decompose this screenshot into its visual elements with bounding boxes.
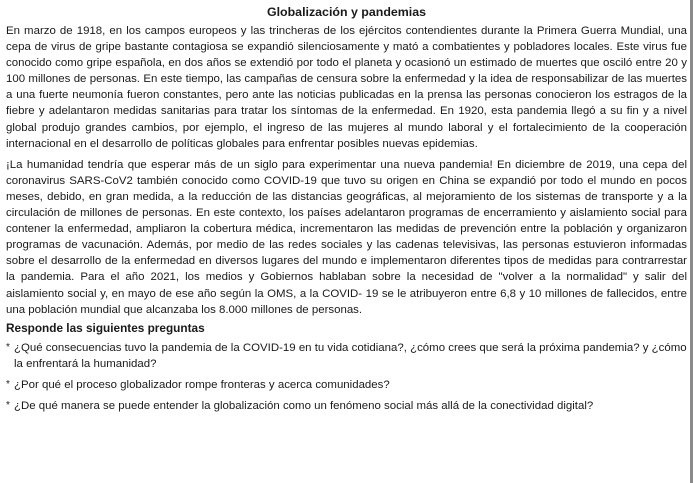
bullet-icon: *: [6, 378, 10, 390]
question-item: [6, 398, 687, 414]
question-item: [6, 377, 687, 393]
question-text: ¿Qué consecuencias tuvo la pandemia de la COVID-19 en tu vida cotidiana?, ¿cómo crees que será la próxima pandemia? y ¿cómo la enfrentará la humanidad?: [14, 341, 687, 370]
paragraph-covid-19: ¡La humanidad tendría que esperar más de un siglo para experimentar una nueva pandemia! En diciembre de 2019, una cepa del coronavirus SARS-CoV2 también conocido como COVID-19 que tuvo su origen en China se expandió por todo el mundo en pocos meses, debido, en gran medida, a la reducción de las distancias geográficas, al mejoramiento de los sistemas de transporte y a la circulación de millones de personas. En este contexto, los países adelantaron programas de encerramiento y aislamiento social para contener la enfermedad, ampliaron la cobertura médica, incrementaron las medidas de prevención entre la población y organizaron programas de vacunación. Además, por medio de las redes sociales y las cadenas televisivas, las personas estuvieron informadas sobre el desarrollo de la enfermedad en diversos lugares del mundo e implementaron diferentes tipos de medidas para contrarrestar la pandemia. Para el año 2021, los medios y Gobiernos hablaban sobre la necesidad de "volver a la normalidad" y salir del aislamiento social y, en mayo de ese año según la OMS, a la COVID- 19 se le atribuyeron entre 6,8 y 10 millones de fallecidos, entre una población mundial que alcanzaba los 8.000 millones de personas.: [6, 158, 687, 316]
paragraph-spanish-flu: En marzo de 1918, en los campos europeos y las trincheras de los ejércitos contendientes durante la Primera Guerra Mundial, una cepa de virus de gripe bastante contagiosa se expandió silenciosamente y mató a combatientes y pobladores locales. Este virus fue conocido como gripe española, en dos años se extendió por todo el planeta y ocasionó un estimado de muertes que osciló entre 20 y 100 millones de personas. En este tiempo, las campañas de censura sobre la enfermedad y la idea de responsabilizar de las muertes a una fuerte neumonía fueron constantes, pero ante las noticias publicadas en la prensa las personas conocieron los estragos de la fiebre y adelantaron medidas sanitarias para tratar los síntomas de la enfermedad. En 1920, esta pandemia llegó a su fin y a nivel global produjo grandes cambios, por ejemplo, el ingreso de las mujeres al mundo laboral y el fortalecimiento de la cooperación internacional en el desarrollo de políticas globales para enfrentar posibles nuevas epidemias.: [6, 25, 687, 150]
bullet-icon: *: [6, 341, 10, 353]
question-text: ¿De qué manera se puede entender la globalización como un fenómeno social más allá de la conectividad digital?: [14, 399, 594, 412]
document-page: [6, 4, 687, 419]
questions-heading: Responde las siguientes preguntas: [6, 320, 205, 335]
questions-list: [6, 340, 687, 414]
document-title: Globalización y pandemias: [266, 5, 427, 19]
question-text: ¿Por qué el proceso globalizador rompe fronteras y acerca comunidades?: [14, 378, 390, 391]
question-item: [6, 340, 687, 372]
bullet-icon: *: [6, 399, 10, 411]
